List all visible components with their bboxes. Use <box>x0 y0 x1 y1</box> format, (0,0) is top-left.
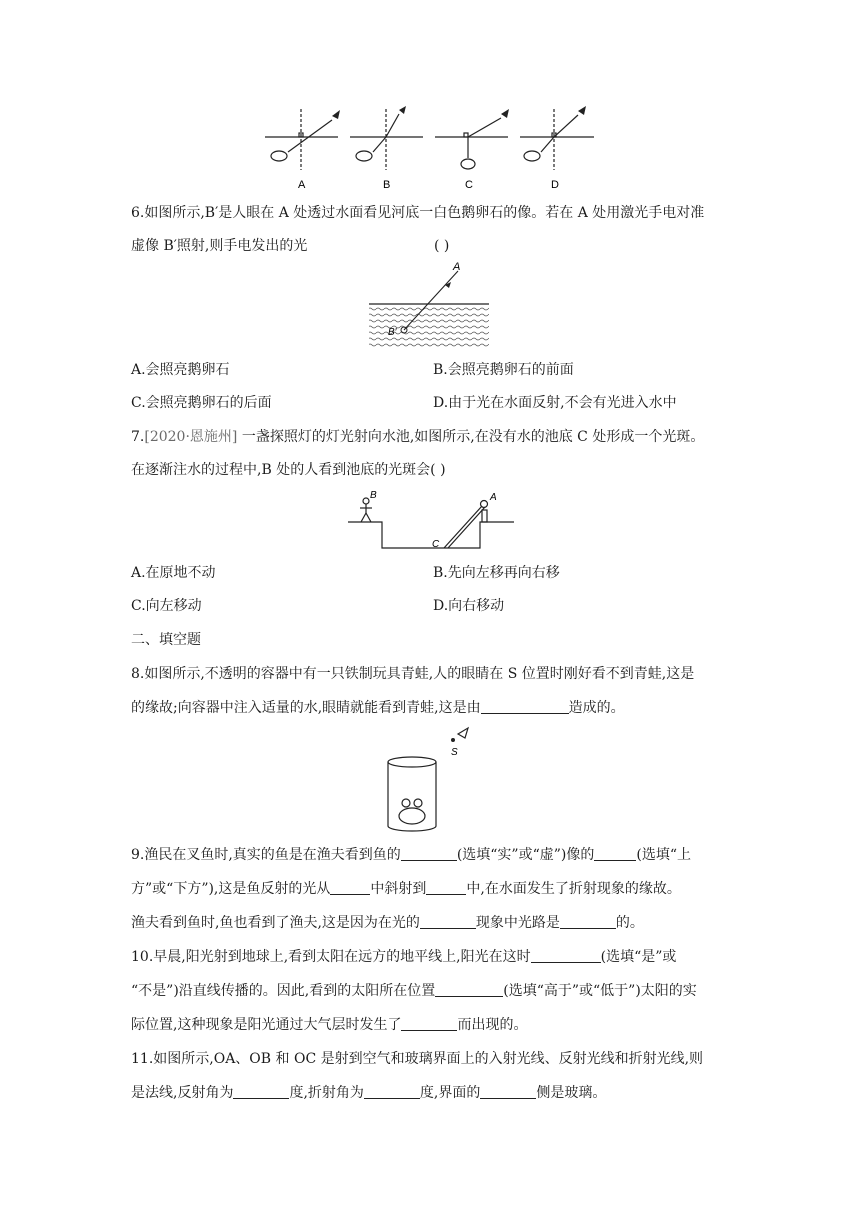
q7-label-b: B <box>370 490 377 501</box>
section-heading-fill-in: 二、填空题 <box>131 632 201 648</box>
q10-blank-1[interactable] <box>531 948 601 963</box>
q10-text-3a: 际位置,这种现象是阳光通过大气层时发生了 <box>131 1017 402 1033</box>
q8-label-s: S <box>451 747 458 758</box>
q7-option-c[interactable]: C.向左移动 <box>131 598 202 614</box>
q8-stem-line1: 8.如图所示,不透明的容器中有一只铁制玩具青蛙,人的眼睛在 S 位置时刚好看不到青蛙,这是 <box>131 666 695 682</box>
q9-text-2c: 中,在水面发生了折射现象的缘故。 <box>466 881 681 897</box>
q9-text-2a: 方”或“下方”),这是鱼反射的光从 <box>131 881 331 897</box>
q11-text-c: 度,界面的 <box>419 1085 481 1101</box>
q6-label-b-prime: B′ <box>388 327 397 338</box>
q7-stem-line2: 在逐渐注水的过程中,B 处的人看到池底的光斑会( ) <box>131 462 446 478</box>
q10-text-2b: (选填“高于”或“低于”)太阳的实 <box>503 983 697 999</box>
q10-text-3b: 而出现的。 <box>457 1017 528 1033</box>
q11-blank-1[interactable] <box>233 1084 289 1099</box>
q9-text-3c: 的。 <box>615 915 644 931</box>
q6-option-a[interactable]: A.会照亮鹅卵石 <box>131 362 230 378</box>
q7-label-c: C <box>432 539 440 550</box>
q10-line1 <box>131 947 676 967</box>
figure-label-d: D <box>551 179 559 191</box>
q9-blank-6[interactable] <box>560 914 616 929</box>
q11-blank-3[interactable] <box>480 1084 536 1099</box>
q10-line2 <box>131 981 697 1001</box>
q9-text-3a: 渔夫看到鱼时,鱼也看到了渔夫,这是因为在光的 <box>131 915 420 931</box>
q9-blank-5[interactable] <box>420 914 476 929</box>
q6-stem-text: 虚像 B′照射,则手电发出的光 <box>131 238 308 254</box>
q9-text-1a: 9.渔民在叉鱼时,真实的鱼是在渔夫看到鱼的 <box>131 847 401 863</box>
q6-option-b[interactable]: B.会照亮鹅卵石的前面 <box>433 362 574 378</box>
q8-container-figure <box>378 722 476 838</box>
q7-option-a[interactable]: A.在原地不动 <box>131 565 216 581</box>
q11-line1: 11.如图所示,OA、OB 和 OC 是射到空气和玻璃界面上的入射光线、反射光线和折射光线,则 <box>131 1051 704 1067</box>
q6-water-figure <box>368 258 490 350</box>
q7-number: 7. <box>131 429 145 445</box>
q9-line3 <box>131 913 644 933</box>
q9-blank-1[interactable] <box>401 846 457 861</box>
q9-blank-2[interactable] <box>594 846 636 861</box>
ray-diagram-options-figure <box>258 104 604 192</box>
q8-blank-1[interactable] <box>481 699 569 714</box>
q7-stem-text: 一盏探照灯的灯光射向水池,如图所示,在没有水的池底 C 处形成一个光斑。 <box>241 429 705 445</box>
q9-text-3b: 现象中光路是 <box>475 915 560 931</box>
q7-pool-figure <box>346 486 516 552</box>
q9-text-1b: (选填“实”或“虚”)像的 <box>456 847 595 863</box>
q11-text-a: 是法线,反射角为 <box>131 1085 234 1101</box>
q10-blank-2[interactable] <box>435 982 503 997</box>
q10-text-1a: 10.早晨,阳光射到地球上,看到太阳在远方的地平线上,阳光在这时 <box>131 949 531 965</box>
q9-line2 <box>131 879 681 899</box>
q7-option-b[interactable]: B.先向左移再向右移 <box>433 565 560 581</box>
q10-blank-3[interactable] <box>401 1016 457 1031</box>
q6-stem-line2 <box>131 236 450 256</box>
q6-label-a: A <box>453 261 461 273</box>
q6-option-d[interactable]: D.由于光在水面反射,不会有光进入水中 <box>433 395 677 411</box>
figure-label-b: B <box>383 179 391 191</box>
q9-blank-4[interactable] <box>426 880 466 895</box>
figure-label-c: C <box>465 179 473 191</box>
q11-text-b: 度,折射角为 <box>289 1085 364 1101</box>
q6-answer-paren: ( ) <box>434 238 450 254</box>
q10-text-2a: “不是”)沿直线传播的。因此,看到的太阳所在位置 <box>131 983 436 999</box>
q6-stem-line1: 6.如图所示,B′是人眼在 A 处透过水面看见河底一白色鹅卵石的像。若在 A 处用激光手电对准 <box>131 205 705 221</box>
q10-text-1b: (选填“是”或 <box>600 949 677 965</box>
q10-line3 <box>131 1015 527 1035</box>
q9-blank-3[interactable] <box>330 880 370 895</box>
q6-option-c[interactable]: C.会照亮鹅卵石的后面 <box>131 395 272 411</box>
q8-stem-text-a: 的缘故;向容器中注入适量的水,眼睛就能看到青蛙,这是由 <box>131 700 481 716</box>
q11-line2 <box>131 1083 606 1103</box>
q9-text-2b: 中斜射到 <box>370 881 427 897</box>
figure-label-a: A <box>298 179 306 191</box>
q11-text-d: 侧是玻璃。 <box>536 1085 607 1101</box>
q11-blank-2[interactable] <box>364 1084 420 1099</box>
q9-text-1c: (选填“上 <box>636 847 691 863</box>
q7-label-a: A <box>490 492 497 503</box>
q8-stem-line2 <box>131 698 625 718</box>
q7-stem-line1 <box>131 427 704 447</box>
q7-source-tag: [2020·恩施州] <box>144 429 238 445</box>
q7-option-d[interactable]: D.向右移动 <box>433 598 505 614</box>
q9-line1 <box>131 845 691 865</box>
q8-stem-text-b: 造成的。 <box>568 700 625 716</box>
